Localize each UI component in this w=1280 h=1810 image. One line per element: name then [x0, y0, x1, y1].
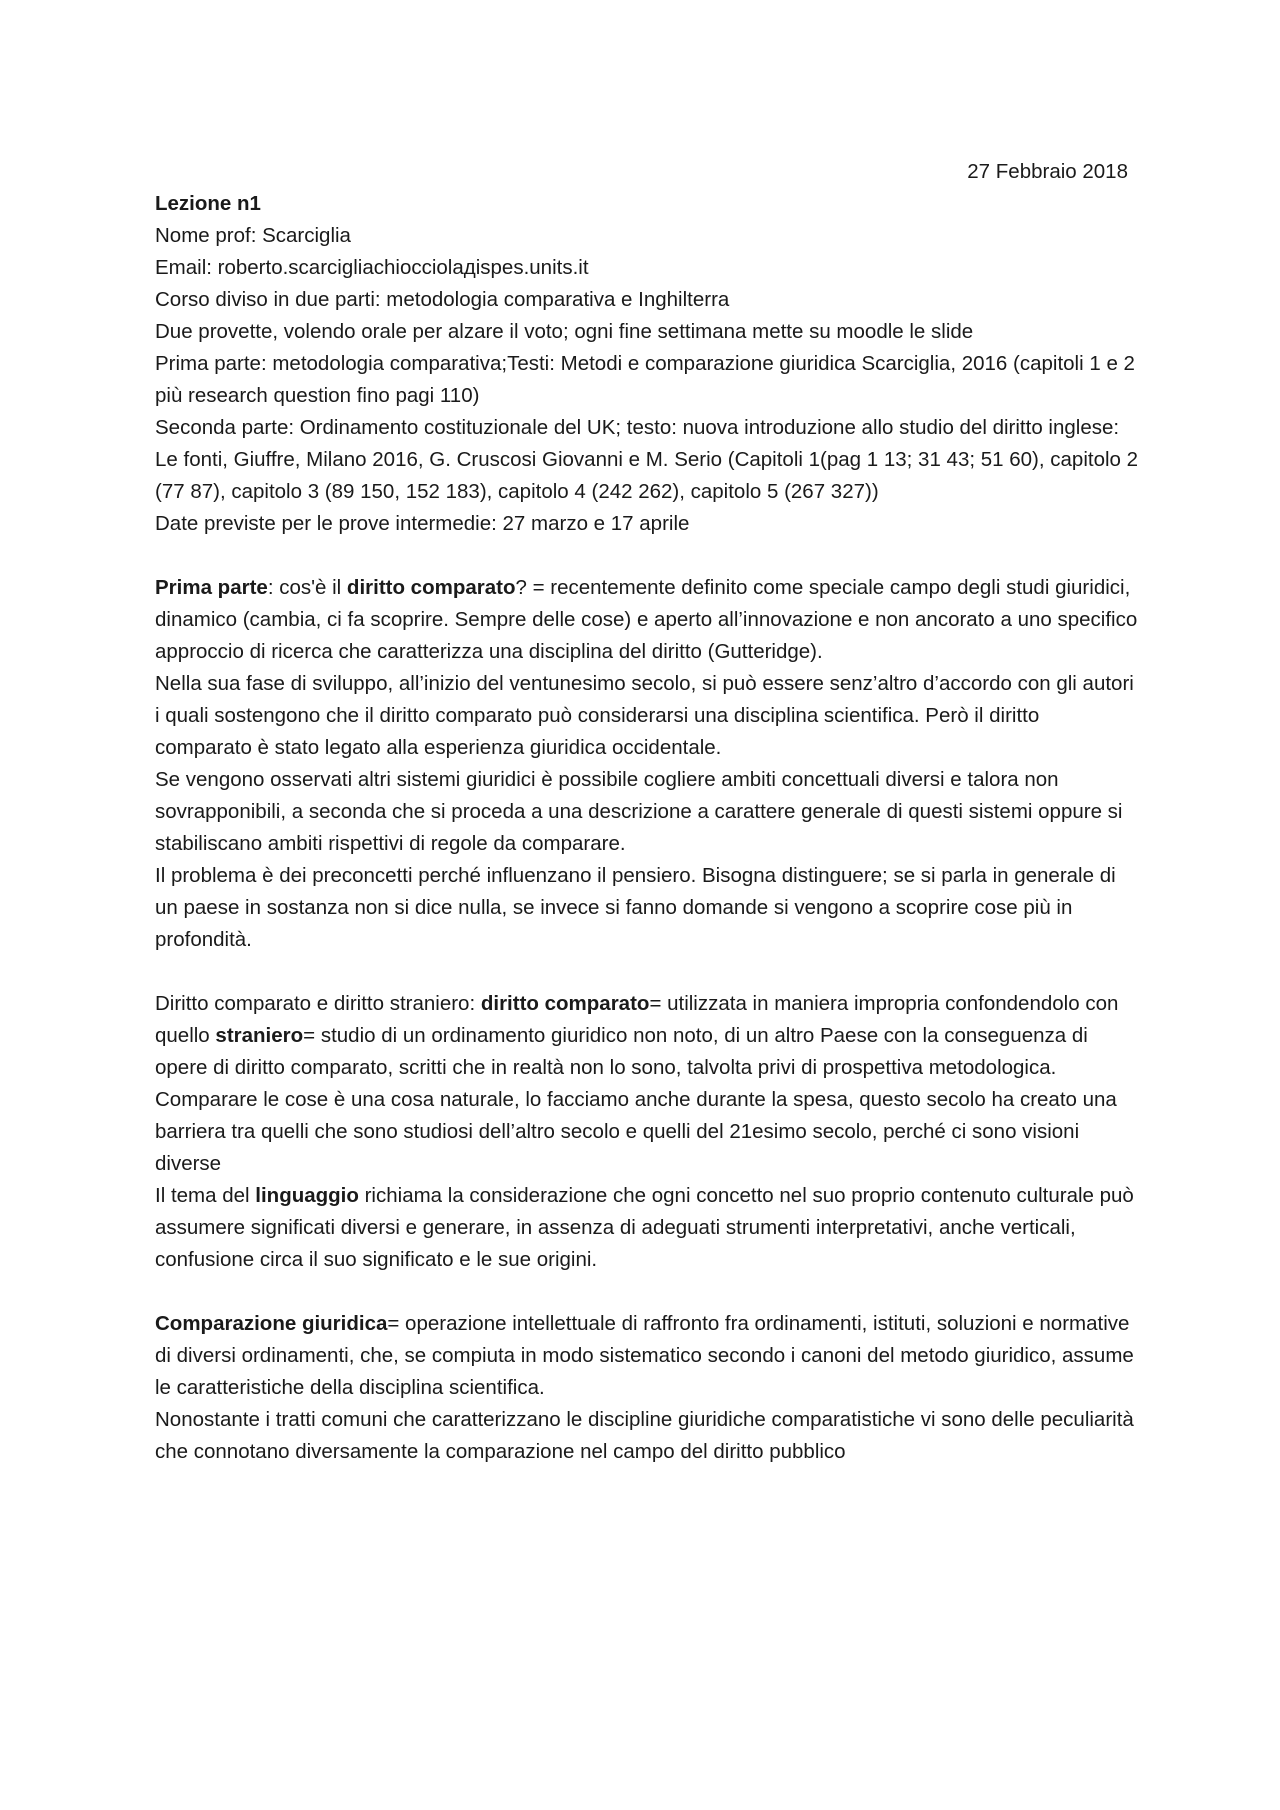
section2-paragraph2: Comparare le cose è una cosa naturale, lo facciamo anche durante la spesa, questo secolo ha creato una barriera tra quelli che sono studiosi dell’altro secolo e quelli del 21esimo secolo, perché ci sono visioni diverse [155, 1088, 1117, 1175]
section1-paragraph2: Nella sua fase di sviluppo, all’inizio del ventunesimo secolo, si può essere senz’altro d’accordo con gli autori i quali sostengono che il diritto comparato può considerarsi una disciplina scientifica. Però il diritto comparato è stato legato alla esperienza giuridica occidentale. [155, 672, 1134, 759]
prof-email: Email: roberto.scarcigliachiocciolадispes.units.it [155, 256, 589, 279]
spacer [155, 956, 1140, 988]
section1-term: diritto comparato [346, 576, 516, 599]
section1-paragraph3: Se vengono osservati altri sistemi giuridici è possibile cogliere ambiti concettuali diversi e talora non sovrapponibili, a seconda che si proceda a una descrizione a carattere generale di questi sistemi oppure si stabiliscano ambiti rispettivi di regole da comparare. [155, 768, 1123, 855]
spacer [155, 1276, 1140, 1308]
section3-paragraph1 [155, 1308, 1140, 1404]
document-date: 27 Febbraio 2018 [967, 160, 1128, 183]
course-structure: Corso diviso in due parti: metodologia comparativa e Inghilterra [155, 288, 730, 311]
section2-p3-term: linguaggio [255, 1184, 359, 1207]
section2-term1: diritto comparato [480, 992, 650, 1015]
section2-text2: = utilizzata in maniera impropria confondendolo con quello [155, 992, 1119, 1047]
section1-paragraph4: Il problema è dei preconcetti perché influenzano il pensiero. Bisogna distinguere; se si parla in generale di un paese in sostanza non si dice nulla, se invece si fanno domande si vengono a scoprire cose più in profondità. [155, 864, 1116, 951]
section2-paragraph1 [155, 988, 1140, 1084]
exam-dates: Date previste per le prove intermedie: 27 marzo e 17 aprile [155, 512, 690, 535]
section2-p3-text2: richiama la considerazione che ogni concetto nel suo proprio contenuto culturale può assumere significati diversi e generare, in assenza di adeguati strumenti interpretativi, anche verticali, confusione circa il suo significato e le sue origini. [155, 1184, 1134, 1271]
section3-text1: = operazione intellettuale di raffronto fra ordinamenti, istituti, soluzioni e normative di diversi ordinamenti, che, se compiuta in modo sistematico secondo i canoni del metodo giuridico, assume le caratteristiche della disciplina scientifica. [155, 1312, 1134, 1399]
section2-paragraph3 [155, 1180, 1140, 1276]
first-part-texts: Prima parte: metodologia comparativa;Testi: Metodi e comparazione giuridica Scarciglia, 2016 (capitoli 1 e 2 più research question fino pagi 110) [155, 352, 1135, 407]
section1-label: Prima parte [155, 576, 268, 599]
section1-text1: : cos'è il [267, 576, 347, 599]
exam-info: Due provette, volendo orale per alzare il voto; ogni fine settimana mette su moodle le slide [155, 320, 974, 343]
prof-name: Nome prof: Scarciglia [155, 224, 351, 247]
section3-term: Comparazione giuridica [155, 1312, 388, 1335]
section2-p3-text1: Il tema del [155, 1184, 256, 1207]
spacer [155, 540, 1140, 572]
section3-paragraph2: Nonostante i tratti comuni che caratterizzano le discipline giuridiche comparatistiche vi sono delle peculiarità che connotano diversamente la comparazione nel campo del diritto pubblico [155, 1408, 1134, 1463]
section1-paragraph1 [155, 572, 1140, 668]
section1-text2: ? = recentemente definito come speciale campo degli studi giuridici, dinamico (cambia, ci fa scoprire. Sempre delle cose) e aperto all’innovazione e non ancorato a uno specifico approccio di ricerca che caratterizza una disciplina del diritto (Gutteridge). [155, 576, 1138, 663]
document-body [155, 188, 1140, 1468]
section2-text3: = studio di un ordinamento giuridico non noto, di un altro Paese con la conseguenza di opere di diritto comparato, scritti che in realtà non lo sono, talvolta privi di prospettiva metodologica. [155, 1024, 1088, 1079]
lesson-title: Lezione n1 [155, 192, 261, 215]
section2-text1: Diritto comparato e diritto straniero: [155, 992, 481, 1015]
second-part-texts: Seconda parte: Ordinamento costituzionale del UK; testo: nuova introduzione allo studio del diritto inglese: Le fonti, Giuffre, Milano 2016, G. Cruscosi Giovanni e M. Serio (Capitoli 1(pag 1 13; 31 43; 51 60), capitolo 2 (77 87), capitolo 3 (89 150, 152 183), capitolo 4 (242 262), capitolo 5 (267 327)) [155, 416, 1139, 503]
section2-term2: straniero [215, 1024, 304, 1047]
